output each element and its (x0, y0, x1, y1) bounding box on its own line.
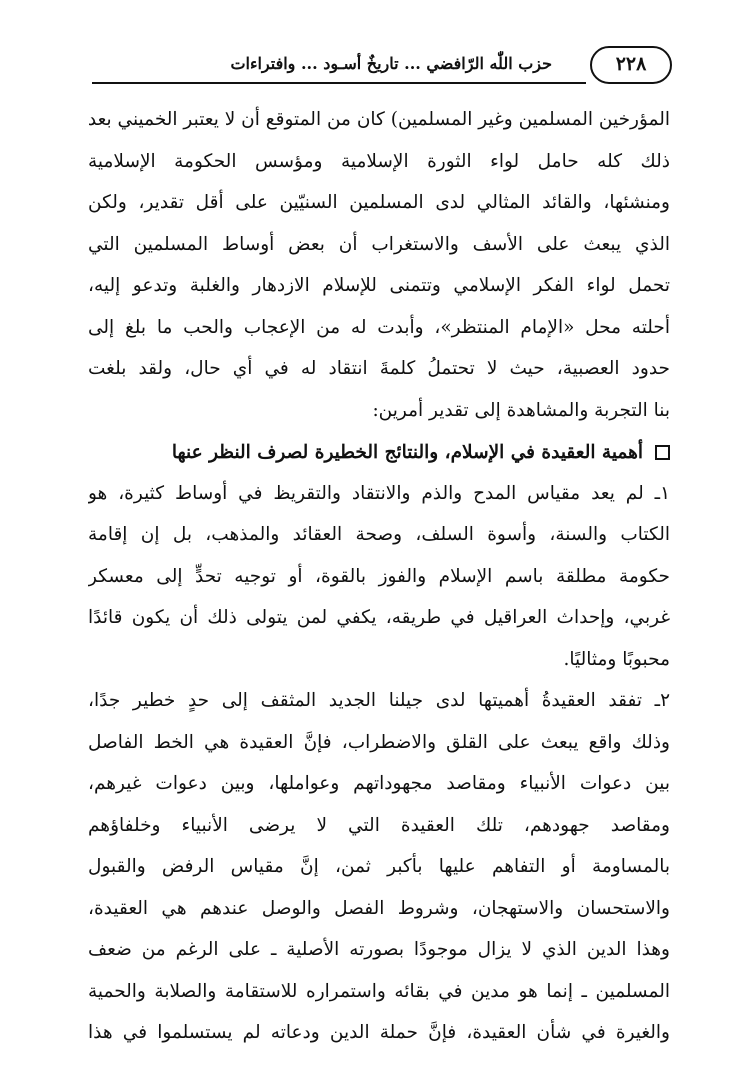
checkbox-square-icon (655, 445, 670, 460)
text-line: أحلته محل «الإمام المنتظر»، وأبدت له من الإعجاب والحب ما بلغ إلى (88, 316, 670, 338)
text-line: ومنشئها، والقائد المثالي لدى المسلمين السنيّين على أقل تقدير، ولكن (88, 192, 670, 213)
text-line: الذي يبعث على الأسف والاستغراب أن بعض أوساط المسلمين التي (88, 233, 670, 255)
section-heading (88, 432, 670, 474)
text-line: والغيرة في شأن العقيدة، فإنَّ حملة الدين ودعاته لم يستسلموا في هذا (88, 1022, 670, 1043)
page-body (88, 100, 670, 1055)
text-line: بالمساومة أو التفاهم عليها بأكبر ثمن، إنَّ مقياس الرفض والقبول (88, 856, 670, 877)
section-heading-text: أهمية العقيدة في الإسلام، والنتائج الخطيرة لصرف النظر عنها (171, 441, 643, 463)
text-line: ومقاصد جهودهم، تلك العقيدة التي لا يرضى الأنبياء وخلفاؤهم (88, 814, 670, 836)
text-line: بين دعوات الأنبياء ومقاصد مجهوداتهم وعواملها، وبين دعوات غيرهم، (88, 773, 670, 794)
text-line: والاستحسان والاستهجان، وشروط الفصل والوصل عندهم هي العقيدة، (88, 897, 670, 919)
running-title: حزب اللّٰه الرّافضي ... تاريخٌ أسـود ... وافتراءات (230, 54, 552, 73)
text-line: بنا التجربة والمشاهدة إلى تقدير أمرين: (372, 399, 670, 421)
text-line: غربي، وإحداث العراقيل في طريقه، يكفي لمن يتولى ذلك أن يكون قائدًا (88, 607, 670, 628)
page-number: ٢٢٨ (590, 46, 672, 84)
text-line: ١ـ لم يعد مقياس المدح والذم والانتقاد والتقريظ في أوساط كثيرة، هو (88, 482, 670, 504)
header-rule (92, 82, 586, 84)
text-line: ذلك كله حامل لواء الثورة الإسلامية ومؤسس الحكومة الإسلامية (88, 150, 670, 172)
text-line: وهذا الدين الذي لا يزال موجودًا بصورته الأصلية ـ على الرغم من ضعف (88, 939, 670, 960)
text-line: المؤرخين المسلمين وغير المسلمين) كان من المتوقع أن لا يعتبر الخميني بعد (88, 109, 670, 130)
text-line: الكتاب والسنة، وأسوة السلف، وصحة العقائد والمذهب، بل إن إقامة (88, 524, 670, 545)
text-line: حكومة مطلقة باسم الإسلام والفوز بالقوة، أو توجيه تحدٍّ إلى معسكر (88, 565, 670, 587)
text-line: وذلك واقع يبعث على القلق والاضطراب، فإنَّ العقيدة هي الخط الفاصل (88, 731, 670, 753)
text-line: محبوبًا ومثاليًا. (563, 648, 670, 670)
page-header (92, 44, 672, 88)
text-line: ٢ـ تفقد العقيدةُ أهميتها لدى جيلنا الجديد المثقف إلى حدٍ خطير جدًا، (88, 690, 670, 711)
text-line: حدود العصبية، حيث لا تحتملُ كلمةَ انتقاد له في أي حال، ولقد بلغت (88, 358, 670, 379)
text-line: المسلمين ـ إنما هو مدين في بقائه واستمراره للاستقامة والصلابة والحمية (88, 980, 670, 1002)
text-line: تحمل لواء الفكر الإسلامي وتتمنى للإسلام الازدهار والغلبة وتدعو إليه، (88, 275, 670, 296)
